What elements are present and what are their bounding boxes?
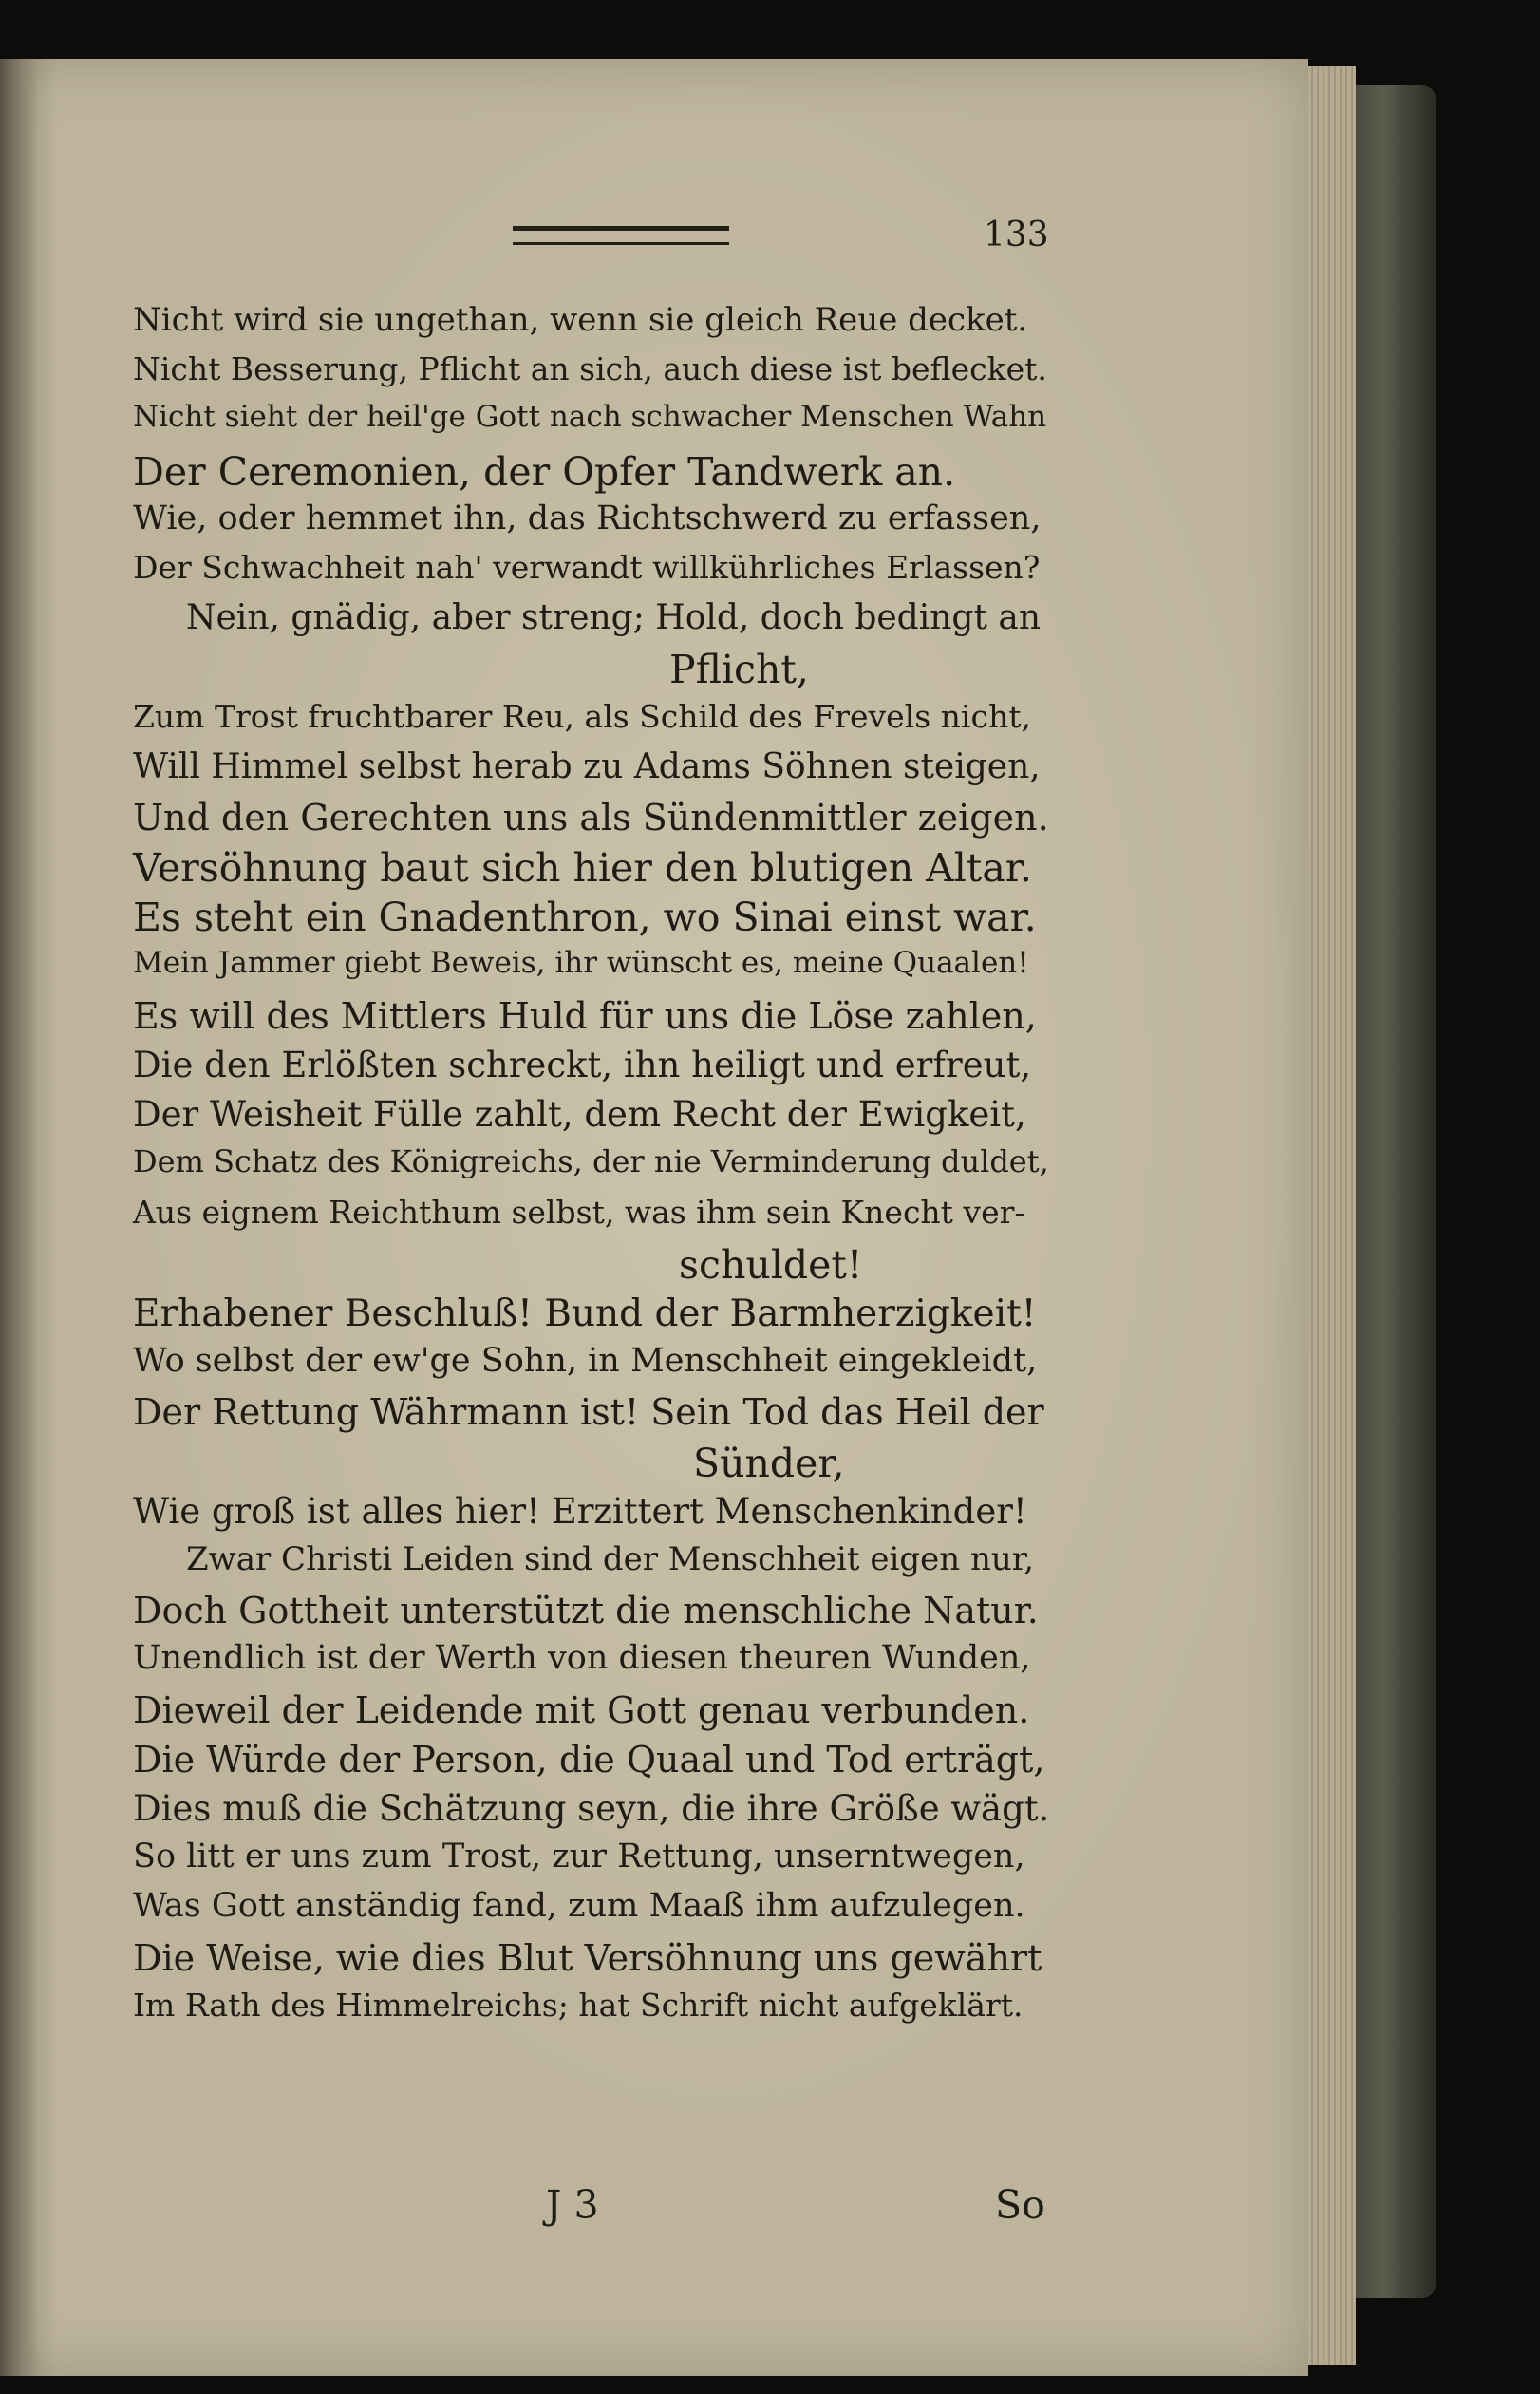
text-line: Dem Schatz des Königreichs, der nie Verminderung duldet,: [133, 1143, 1049, 1179]
page-gutter: [0, 59, 38, 2376]
text-line: Die Weise, wie dies Blut Versöhnung uns gewährt: [133, 1937, 1042, 1979]
text-line: Zwar Christi Leiden sind der Menschheit eigen nur,: [186, 1540, 1035, 1578]
text-line: Nicht wird sie ungethan, wenn sie gleich Reue decket.: [133, 301, 1028, 339]
text-line: Der Schwachheit nah' verwandt willkührliches Erlassen?: [133, 549, 1041, 586]
book-cover-edge: [1356, 85, 1436, 2298]
page-number: 133: [984, 216, 1049, 254]
text-line: schuldet!: [679, 1242, 863, 1288]
text-line: Will Himmel selbst herab zu Adams Söhnen steigen,: [133, 747, 1041, 786]
signature-mark: J 3: [546, 2182, 599, 2228]
text-line: Die Würde der Person, die Quaal und Tod erträgt,: [133, 1739, 1045, 1781]
text-line: Doch Gottheit unterstützt die menschliche Natur.: [133, 1590, 1039, 1631]
text-line: So litt er uns zum Trost, zur Rettung, unserntwegen,: [133, 1838, 1025, 1876]
text-line: Der Ceremonien, der Opfer Tandwerk an.: [133, 449, 956, 495]
header-rule: [513, 226, 729, 245]
text-line: Nicht sieht der heil'ge Gott nach schwacher Menschen Wahn: [133, 400, 1047, 434]
text-line: Aus eignem Reichthum selbst, was ihm sein Knecht ver-: [133, 1194, 1025, 1231]
text-line: Dies muß die Schätzung seyn, die ihre Größe wägt.: [133, 1788, 1050, 1829]
text-line: Unendlich ist der Werth von diesen theuren Wunden,: [133, 1639, 1031, 1677]
text-line: Erhabener Beschluß! Bund der Barmherzigkeit!: [133, 1292, 1037, 1335]
text-line: Sünder,: [693, 1441, 845, 1486]
page-edges: [1308, 66, 1356, 2365]
text-line: Es will des Mittlers Huld für uns die Löse zahlen,: [133, 995, 1037, 1037]
text-line: Im Rath des Himmelreichs; hat Schrift nicht aufgeklärt.: [133, 1987, 1024, 2024]
text-line: Der Weisheit Fülle zahlt, dem Recht der Ewigkeit,: [133, 1094, 1026, 1135]
text-line: Zum Trost fruchtbarer Reu, als Schild des Frevels nicht,: [133, 698, 1031, 735]
text-line: Wo selbst der ew'ge Sohn, in Menschheit eingekleidt,: [133, 1342, 1038, 1380]
text-line: Und den Gerechten uns als Sündenmittler zeigen.: [133, 797, 1049, 839]
text-line: Pflicht,: [669, 647, 809, 692]
text-line: Die den Erlößten schreckt, ihn heiligt und erfreut,: [133, 1045, 1032, 1085]
catchword: So: [995, 2182, 1045, 2228]
text-line: Nein, gnädig, aber streng; Hold, doch bedingt an: [186, 598, 1042, 637]
text-line: Dieweil der Leidende mit Gott genau verbunden.: [133, 1689, 1030, 1731]
text-line: Was Gott anständig fand, zum Maaß ihm aufzulegen.: [133, 1887, 1025, 1925]
text-line: Es steht ein Gnadenthron, wo Sinai einst war.: [133, 895, 1037, 940]
text-line: Mein Jammer giebt Beweis, ihr wünscht es, meine Quaalen!: [133, 946, 1029, 980]
text-line: Nicht Besserung, Pflicht an sich, auch diese ist beflecket.: [133, 350, 1047, 387]
text-line: Versöhnung baut sich hier den blutigen Altar.: [133, 845, 1032, 891]
text-line: Wie groß ist alles hier! Erzittert Menschenkinder!: [133, 1491, 1027, 1532]
text-line: Der Rettung Währmann ist! Sein Tod das Heil der: [133, 1391, 1044, 1433]
text-line: Wie, oder hemmet ihn, das Richtschwerd zu erfassen,: [133, 500, 1042, 537]
